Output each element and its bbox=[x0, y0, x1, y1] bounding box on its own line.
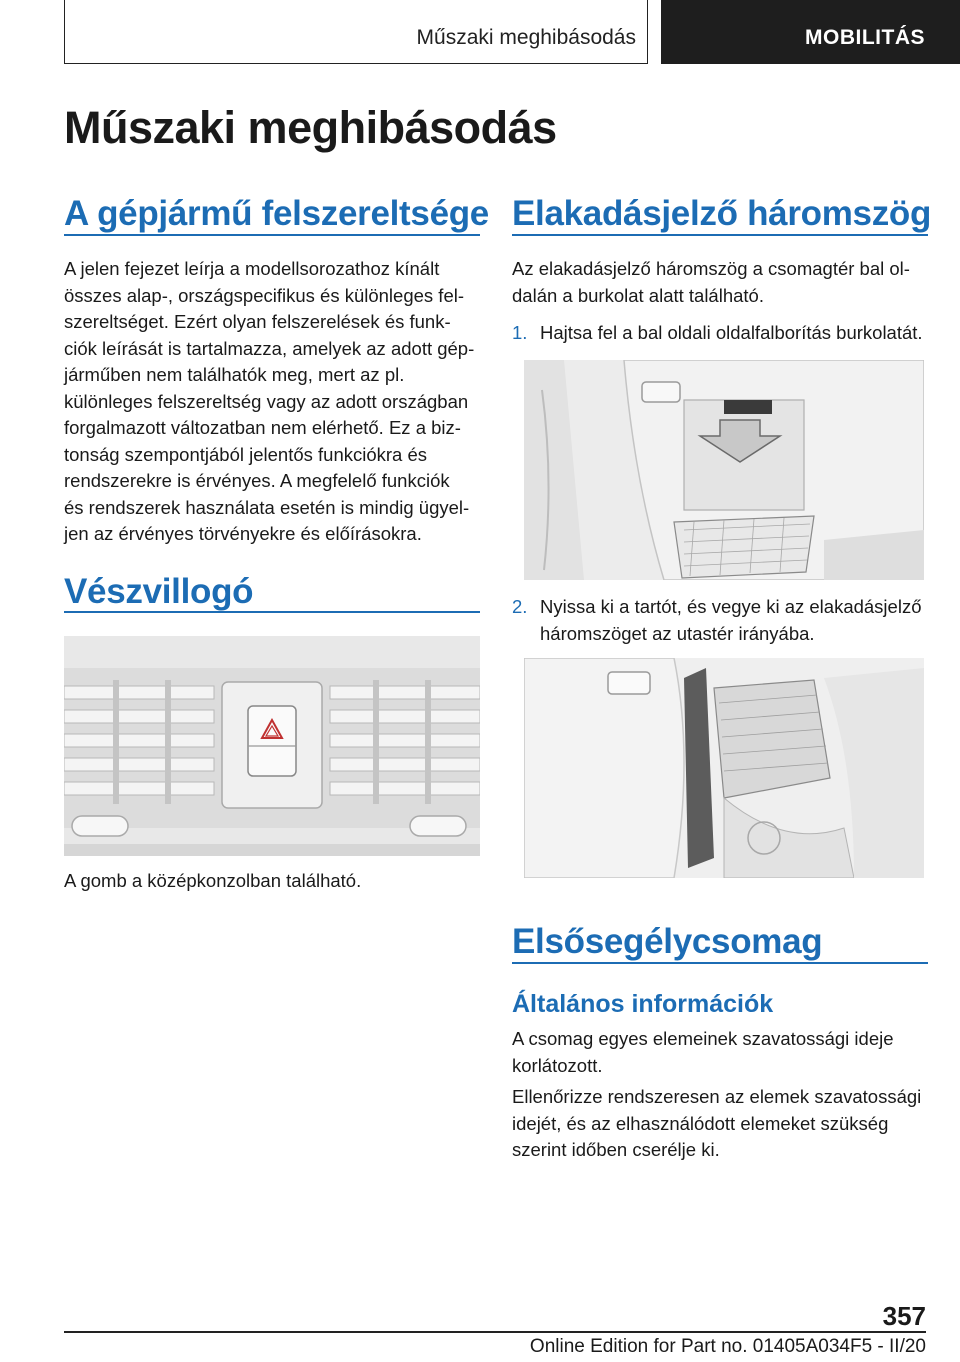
page-number: 357 bbox=[882, 1301, 926, 1331]
first-aid-paragraph-1 bbox=[512, 1026, 932, 1079]
heading-rule bbox=[512, 234, 928, 236]
heading-warning-triangle: Elakadásjelző háromszög bbox=[512, 194, 932, 233]
page-title: Műszaki meghibásodás bbox=[64, 102, 557, 153]
text-line: tonság szempontjából jelentős funkciókra és bbox=[64, 443, 428, 465]
equipment-paragraph bbox=[64, 256, 484, 548]
text-line: szereltséget. Ezért olyan felszerelések és funk- bbox=[64, 311, 451, 332]
text-line: A csomag egyes elemeinek szavatossági ideje bbox=[512, 1028, 894, 1049]
hazard-caption: A gomb a középkonzolban található. bbox=[64, 870, 362, 891]
text-line: jen az érvényes törvényekre és előírásokra. bbox=[64, 523, 422, 544]
trunk-cover-illustration bbox=[524, 360, 924, 580]
heading-rule bbox=[64, 234, 480, 236]
text-line: háromszöget az utastér irányába. bbox=[540, 622, 815, 644]
text-line: dalán a burkolat alatt található. bbox=[512, 284, 764, 306]
triangle-intro bbox=[512, 256, 932, 309]
step-text: Hajtsa fel a bal oldali oldalfalborítás burkolatát. bbox=[540, 322, 923, 343]
text-line: A jelen fejezet leírja a modellsorozathoz kínált bbox=[64, 258, 440, 279]
subheading-general-info: Általános információk bbox=[512, 990, 774, 1018]
text-line: Az elakadásjelző háromszög a csomagtér bal ol- bbox=[512, 258, 910, 279]
text-line: szerint időben cserélje ki. bbox=[512, 1139, 720, 1160]
text-line: járműben nem találhatók meg, mert az pl. bbox=[64, 364, 405, 385]
heading-hazard-lights: Vészvillogó bbox=[64, 572, 254, 611]
header-section-title: Műszaki meghibásodás bbox=[416, 26, 636, 49]
heading-rule bbox=[512, 962, 928, 964]
triangle-holder-illustration bbox=[524, 658, 924, 878]
hazard-button-illustration bbox=[64, 636, 480, 856]
text-line: összes alap-, országspecifikus és különleges fel- bbox=[64, 284, 464, 306]
trunk-cover-drawing bbox=[524, 360, 924, 580]
text-line: rendszerekre is érvényes. A megfelelő funkciók bbox=[64, 470, 450, 491]
step-number: 1. bbox=[512, 322, 528, 343]
first-aid-paragraph-2 bbox=[512, 1084, 932, 1164]
text-line: és rendszerek használata esetén is mindig ügyel- bbox=[64, 496, 470, 518]
text-line: forgalmazott változatban nem elérhető. Ez a biz- bbox=[64, 417, 461, 438]
heading-rule bbox=[64, 611, 480, 613]
text-line: különleges felszereltség vagy az adott országban bbox=[64, 390, 469, 412]
footer-rule bbox=[64, 1331, 926, 1333]
triangle-holder-drawing bbox=[524, 658, 924, 878]
text-line: Ellenőrizze rendszeresen az elemek szavatossági bbox=[512, 1086, 922, 1107]
heading-first-aid-kit: Elsősegélycsomag bbox=[512, 922, 823, 961]
footer-edition: Online Edition for Part no. 01405A034F5 - II/20 bbox=[529, 1336, 926, 1357]
text-line: ciók leírását is tartalmazza, amelyek az adott gép- bbox=[64, 337, 475, 359]
heading-vehicle-equipment: A gépjármű felszereltsége bbox=[64, 194, 489, 233]
step-text bbox=[540, 594, 940, 647]
text-line: korlátozott. bbox=[512, 1054, 603, 1076]
header-chapter-label: MOBILITÁS bbox=[805, 26, 925, 49]
hazard-button-drawing bbox=[64, 636, 480, 856]
text-line: Nyissa ki a tartót, és vegye ki az elakadásjelző bbox=[540, 596, 922, 617]
step-number: 2. bbox=[512, 596, 528, 617]
text-line: idejét, és az elhasználódott elemeket szükség bbox=[512, 1112, 889, 1134]
